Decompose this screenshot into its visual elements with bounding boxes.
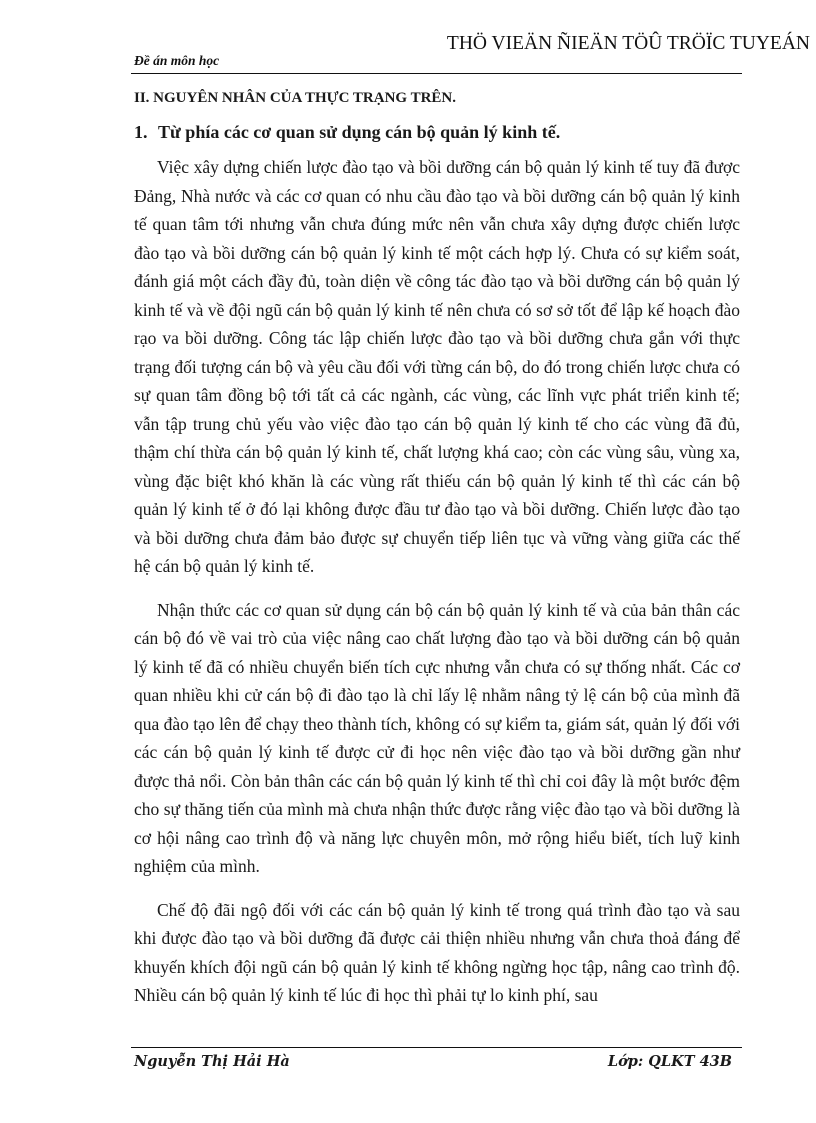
body-paragraph: Nhận thức các cơ quan sử dụng cán bộ cán bộ quản lý kinh tế và của bản thân các cán bộ đó về vai trò của việc nâng cao chất lượng đào tạo và bồi dưỡng cán bộ quản lý kinh tế đã có nhiều chuyển biến tích cực nhưng vẫn chưa có sự thống nhất. Các cơ quan nhiều khi cử cán bộ đi đào tạo là chỉ lấy lệ nhằm nâng tỷ lệ cán bộ của mình đã qua đào tạo lên để chạy theo thành tích, không có sự kiểm ta, giám sát, quản lý đối với các cán bộ quản lý kinh tế được cử đi học nên việc đào tạo và bồi dưỡng gần như được thả nổi. Còn bản thân các cán bộ quản lý kinh tế thì chỉ coi đây là một bước đệm cho sự thăng tiến của mình mà chưa nhận thức được rằng việc đào tạo và bồi dưỡng là cơ hội nâng cao trình độ và năng lực chuyên môn, mở rộng hiểu biết, tích luỹ kinh nghiệm của mình. (134, 599, 740, 876)
body-paragraph: Việc xây dựng chiến lược đào tạo và bồi dưỡng cán bộ quản lý kinh tế tuy đã được Đảng, Nhà nước và các cơ quan có nhu cầu đào tạo và bồi dưỡng cán bộ quản lý kinh tế quan tâm tới nhưng vẫn chưa đúng mức nên vẫn chưa xây dựng được chiến lược đào tạo và bồi dưỡng cán bộ quản lý kinh tế một cách hợp lý. Chưa có sự kiểm soát, đánh giá một cách đầy đủ, toàn diện về công tác đào tạo và bồi dưỡng cán bộ quản lý kinh tế và về đội ngũ cán bộ quản lý kinh tế nên chưa có sơ sở tốt để lập kế hoạch đào rạo va bồi dưỡng. Công tác lập chiến lược đào tạo và bồi dưỡng chưa gắn với thực trạng đối tượng cán bộ và yêu cầu đối với từng cán bộ, do đó trong chiến lược chưa có sự quan tâm đồng bộ tới tất cả các ngành, các vùng, các lĩnh vực phát triển kinh tế; vẫn tập trung chủ yếu vào việc đào tạo cán bộ quản lý kinh tế cho các vùng đã đủ, thậm chí thừa cán bộ quản lý kinh tế, chất lượng khá cao; còn các vùng sâu, vùng xa, vùng đặc biệt khó khăn là các vùng rất thiếu cán bộ quản lý kinh tế thì các cán bộ quản lý kinh tế ở đó lại không được đầu tư đào tạo và bồi dưỡng. Chiến lược đào tạo và bồi dưỡng chưa đảm bảo được sự chuyển tiếp liên tục và vững vàng giữa các thế hệ cán bộ quản lý kinh tế. (134, 157, 740, 576)
footer-author: Nguyễn Thị Hải Hà (134, 1053, 290, 1070)
page-body (134, 82, 740, 1025)
subsection-heading (134, 119, 740, 145)
subsection-number: 1. (134, 122, 148, 142)
section-heading: II. NGUYÊN NHÂN CỦA THỰC TRẠNG TRÊN. (134, 90, 456, 106)
header-title: Đề án môn học (134, 53, 220, 68)
watermark-text: THÖ VIEÄN ÑIEÄN TÖÛ TRÖÏC TUYEÁN (446, 33, 810, 54)
footer-class: Lớp: QLKT 43B (607, 1053, 732, 1070)
subsection-title: Từ phía các cơ quan sử dụng cán bộ quản lý kinh tế. (158, 122, 561, 142)
footer-divider (131, 1047, 742, 1048)
body-paragraph: Chế độ đãi ngộ đối với các cán bộ quản lý kinh tế trong quá trình đào tạo và sau khi được đào tạo và bồi dưỡng đã được cải thiện nhiều nhưng vẫn chưa thoả đáng để khuyến khích đội ngũ cán bộ quản lý kinh tế không ngừng học tập, nâng cao trình độ. Nhiều cán bộ quản lý kinh tế lúc đi học thì phải tự lo kinh phí, sau (134, 899, 740, 1005)
header-divider (131, 73, 742, 74)
